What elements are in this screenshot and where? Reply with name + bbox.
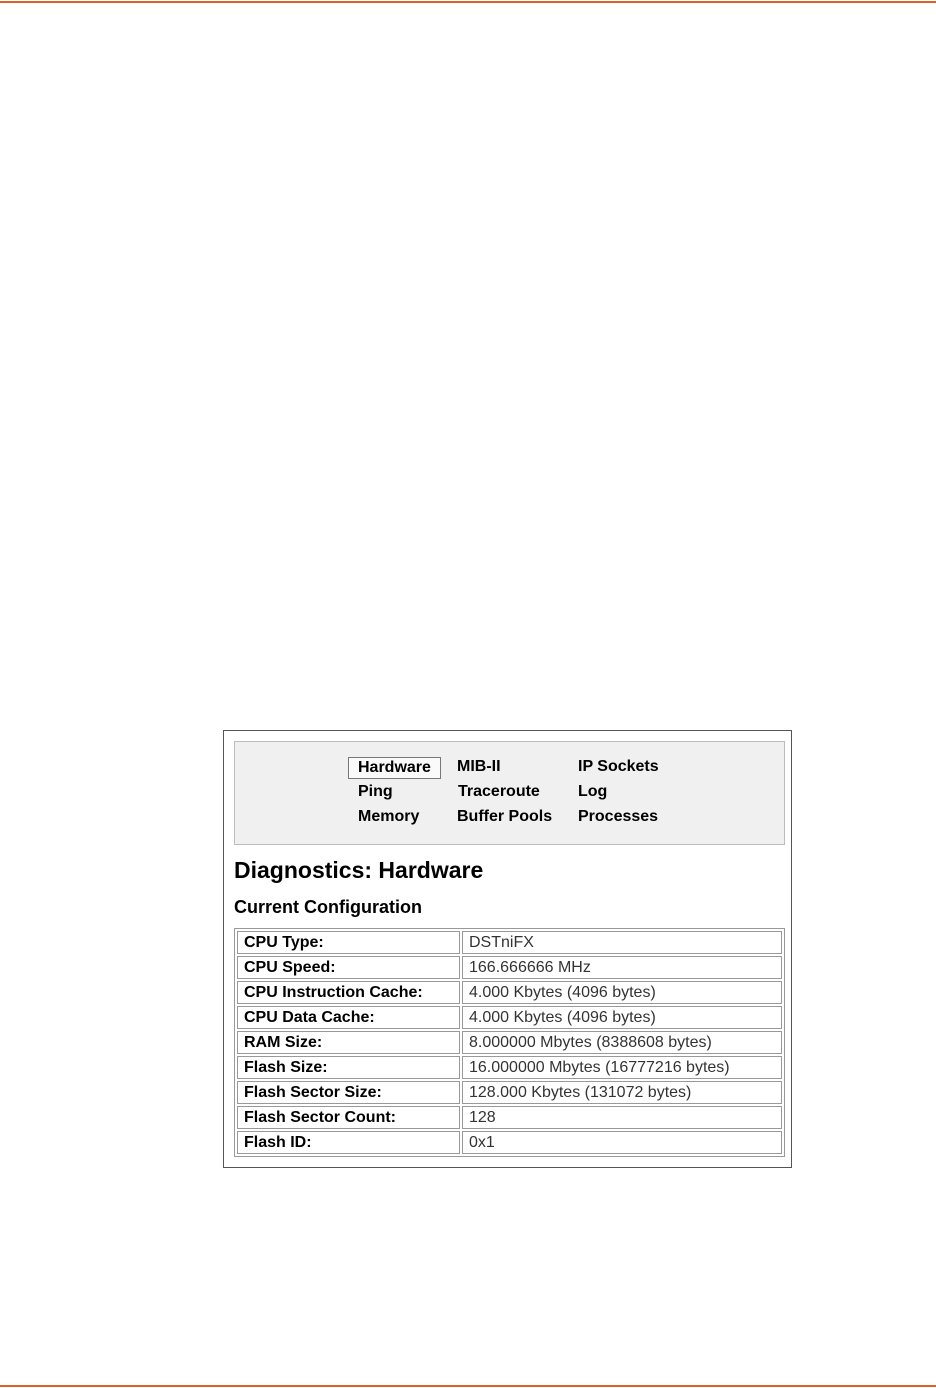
menu-item-ip-sockets[interactable]: IP Sockets: [578, 758, 659, 775]
config-value: 4.000 Kbytes (4096 bytes): [462, 981, 782, 1004]
menu-item-mib-ii[interactable]: MIB-II: [457, 758, 501, 775]
table-row: [237, 981, 782, 1004]
page-bottom-rule: [0, 1385, 936, 1387]
config-key: CPU Speed:: [237, 956, 460, 979]
menu-item-traceroute[interactable]: Traceroute: [458, 783, 540, 800]
config-value: 16.000000 Mbytes (16777216 bytes): [462, 1056, 782, 1079]
menu-item-log[interactable]: Log: [578, 783, 608, 800]
menu-item-processes[interactable]: Processes: [578, 808, 659, 825]
config-key: Flash Size:: [237, 1056, 460, 1079]
config-value: 0x1: [462, 1131, 782, 1154]
menu-item-ping[interactable]: Ping: [358, 783, 393, 800]
table-row: [237, 956, 782, 979]
config-value: DSTniFX: [462, 931, 782, 954]
config-key: CPU Data Cache:: [237, 1006, 460, 1029]
config-value: 166.666666 MHz: [462, 956, 782, 979]
config-value: 8.000000 Mbytes (8388608 bytes): [462, 1031, 782, 1054]
config-key: Flash ID:: [237, 1131, 460, 1154]
config-value: 128.000 Kbytes (131072 bytes): [462, 1081, 782, 1104]
config-key: CPU Instruction Cache:: [237, 981, 460, 1004]
table-row: [237, 1031, 782, 1054]
section-title: Current Configuration: [234, 897, 422, 917]
menu-item-hardware[interactable]: Hardware: [348, 757, 441, 779]
config-key: RAM Size:: [237, 1031, 460, 1054]
menu-item-buffer-pools[interactable]: Buffer Pools: [457, 808, 553, 825]
table-row: [237, 1131, 782, 1154]
menu-item-memory[interactable]: Memory: [358, 808, 420, 825]
config-key: CPU Type:: [237, 931, 460, 954]
page-top-rule: [0, 1, 936, 3]
config-key: Flash Sector Size:: [237, 1081, 460, 1104]
table-row: [237, 1056, 782, 1079]
page-title: Diagnostics: Hardware: [234, 857, 484, 883]
diagnostics-menu: [234, 741, 785, 845]
configuration-table: [234, 928, 785, 1157]
config-value: 128: [462, 1106, 782, 1129]
table-row: [237, 931, 782, 954]
config-value: 4.000 Kbytes (4096 bytes): [462, 1006, 782, 1029]
table-row: [237, 1106, 782, 1129]
config-key: Flash Sector Count:: [237, 1106, 460, 1129]
diagnostics-window: [223, 730, 792, 1168]
table-row: [237, 1006, 782, 1029]
table-row: [237, 1081, 782, 1104]
